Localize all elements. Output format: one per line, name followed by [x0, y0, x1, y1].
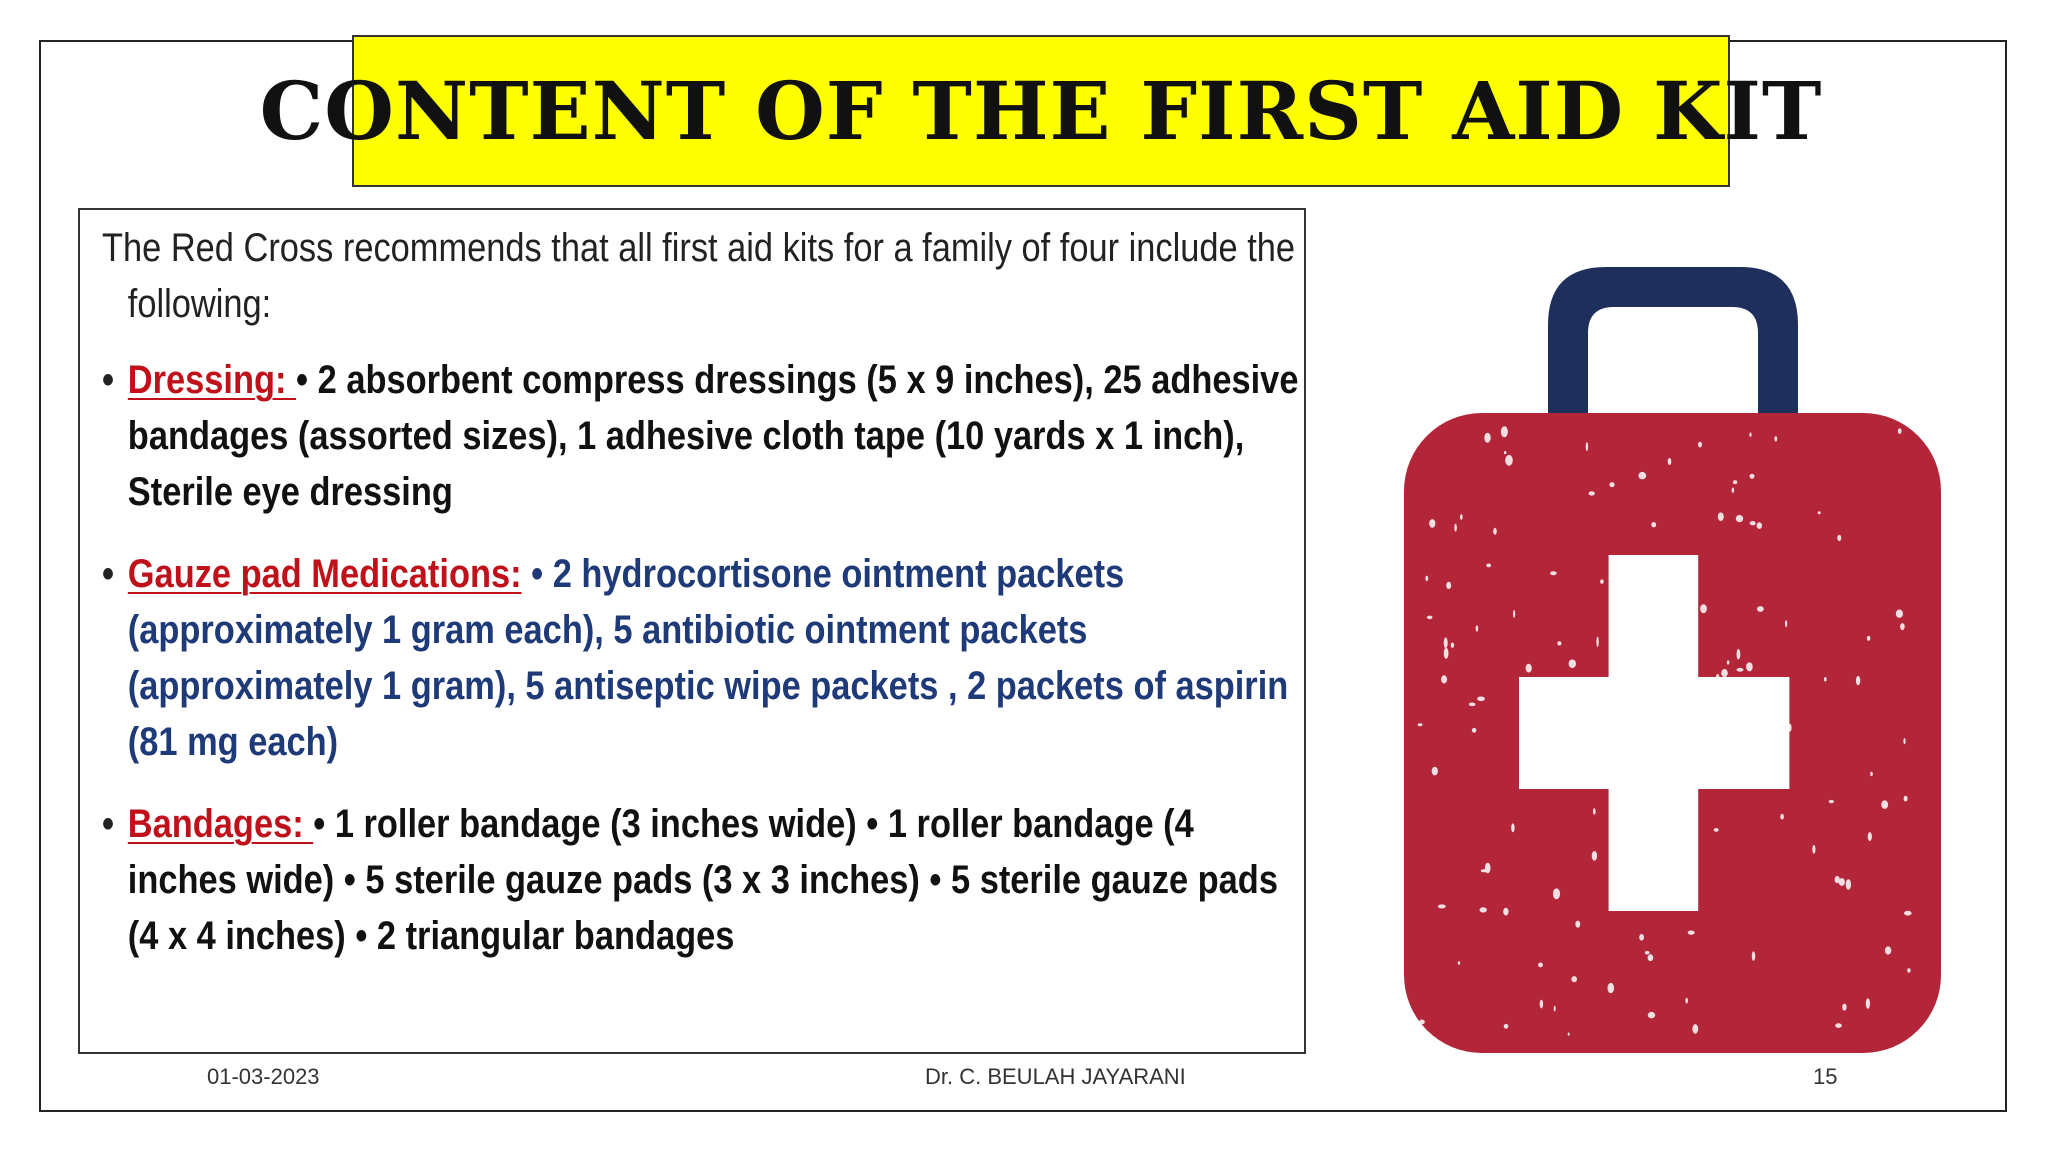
speckle — [1648, 1012, 1655, 1018]
speckle — [1593, 808, 1596, 815]
speckle — [1485, 863, 1491, 874]
speckle — [1839, 878, 1845, 886]
speckle — [1867, 636, 1870, 641]
speckle — [1568, 1033, 1570, 1036]
speckle — [1651, 522, 1656, 527]
speckle — [1505, 455, 1513, 466]
speckle — [1903, 738, 1905, 744]
speckle — [1477, 697, 1485, 702]
speckle — [1750, 474, 1755, 479]
bullet-dressing — [102, 352, 1309, 520]
speckle — [1429, 519, 1435, 528]
speckle — [1774, 436, 1777, 442]
footer-author: Dr. C. BEULAH JAYARANI — [925, 1064, 1186, 1089]
title-banner — [259, 35, 1823, 187]
speckle — [1418, 723, 1423, 726]
speckle — [1501, 426, 1508, 437]
bullet-label: Dressing: — [127, 358, 297, 402]
speckle — [1557, 641, 1561, 645]
speckle — [1746, 662, 1753, 671]
speckle — [1600, 579, 1603, 583]
speckle — [1480, 907, 1487, 912]
bullet-bandages — [102, 796, 1309, 964]
speckle — [1900, 623, 1905, 630]
speckle — [1736, 515, 1743, 522]
speckle — [1425, 576, 1428, 582]
footer-date: 01-03-2023 — [207, 1064, 320, 1089]
intro-text: The Red Cross recommends that all first aid kits for a family of four include the following: — [102, 226, 1296, 326]
speckle — [1870, 772, 1873, 776]
speckle — [1645, 951, 1650, 955]
speckle — [1639, 934, 1644, 941]
speckle — [1427, 616, 1433, 620]
speckle — [1469, 703, 1476, 707]
speckle — [1484, 433, 1490, 443]
speckle — [1856, 676, 1860, 685]
speckle — [1818, 511, 1821, 514]
speckle — [1554, 1006, 1556, 1012]
speckle — [1896, 610, 1903, 618]
speckle — [1438, 904, 1446, 908]
speckle — [1460, 514, 1463, 520]
speckle — [1608, 983, 1615, 993]
speckle — [1733, 480, 1737, 484]
speckle — [1589, 491, 1595, 495]
speckle — [1444, 637, 1448, 648]
bullet-list — [102, 352, 1299, 964]
speckle — [1441, 675, 1447, 683]
speckle — [1885, 946, 1891, 954]
speckle — [1842, 1004, 1846, 1011]
speckle — [1907, 968, 1910, 972]
speckle — [1446, 582, 1451, 589]
speckle — [1526, 664, 1532, 673]
speckle — [1714, 828, 1719, 832]
bullet-marker: • — [102, 802, 115, 846]
speckle — [1688, 931, 1695, 935]
speckle — [1866, 998, 1870, 1009]
speckle — [1511, 823, 1514, 832]
speckle — [1692, 1024, 1698, 1034]
speckle — [1444, 648, 1449, 659]
speckle — [1718, 512, 1724, 521]
speckle — [1904, 911, 1912, 916]
bullet-text: • 2 absorbent compress dressings (5 x 9 inches), 25 adhesive bandages (assorted sizes), 1 adhesive cloth tape (10 yards x 1 inch), Sterile eye dressing — [127, 358, 1299, 514]
speckle — [1569, 659, 1576, 668]
speckle — [1904, 796, 1908, 802]
kit-handle — [1548, 267, 1798, 415]
speckle — [1727, 660, 1730, 664]
speckle — [1732, 488, 1735, 493]
speckle — [1868, 832, 1872, 841]
speckle — [1458, 961, 1460, 965]
speckle — [1503, 908, 1508, 916]
speckle — [1638, 472, 1646, 479]
speckle — [1752, 951, 1755, 961]
speckle — [1780, 814, 1784, 820]
speckle — [1419, 1020, 1425, 1025]
speckle — [1737, 668, 1744, 672]
speckle — [1575, 921, 1580, 928]
speckle — [1432, 767, 1438, 776]
bullet-marker: • — [102, 552, 115, 596]
page-number: 15 — [1813, 1064, 1838, 1089]
speckle — [1668, 458, 1672, 465]
speckle — [1685, 998, 1688, 1004]
speckle — [1737, 649, 1741, 660]
speckle — [1472, 728, 1477, 733]
bullet-label: Bandages: — [127, 802, 314, 846]
first-aid-kit-icon — [1400, 255, 1945, 1055]
speckle — [1476, 625, 1479, 631]
speckle — [1648, 954, 1654, 961]
speckle — [1829, 800, 1834, 803]
speckle — [1592, 851, 1597, 861]
speckle — [1586, 442, 1588, 451]
speckle — [1824, 677, 1827, 682]
speckle — [1757, 522, 1762, 529]
speckle — [1750, 521, 1756, 525]
speckle — [1700, 604, 1707, 613]
speckle — [1553, 888, 1560, 899]
speckle — [1540, 1000, 1543, 1009]
speckle — [1898, 428, 1902, 434]
page-title: CONTENT OF THE FIRST AID KIT — [259, 64, 1823, 158]
speckle — [1837, 535, 1841, 541]
content-box — [78, 208, 1306, 1054]
speckle — [1504, 1024, 1509, 1029]
bullet-marker: • — [102, 358, 115, 402]
speckle — [1571, 976, 1577, 982]
bullet-text: • 2 hydrocortisone ointment packets (approximately 1 gram each), 5 antibiotic ointment packets (approximately 1 gram), 5 antiseptic wipe packets , 2 packets of aspirin (81 mg each) — [127, 552, 1289, 764]
speckle — [1454, 524, 1457, 532]
bullet-label: Gauze pad Medications: — [127, 552, 522, 596]
speckle — [1513, 610, 1515, 618]
speckle — [1757, 606, 1764, 612]
speckle — [1698, 442, 1702, 448]
speckle — [1504, 451, 1506, 454]
speckle — [1835, 1023, 1842, 1028]
speckle — [1451, 643, 1454, 648]
speckle — [1609, 482, 1614, 487]
speckle — [1493, 528, 1497, 535]
bullet-text: • 1 roller bandage (3 inches wide) • 1 roller bandage (4 inches wide) • 5 sterile gauze pads (3 x 3 inches) • 5 sterile gauze pads (4 x 4 inches) • 2 triangular bandages — [127, 802, 1278, 958]
speckle — [1538, 963, 1543, 968]
speckle — [1486, 564, 1491, 568]
speckle — [1749, 433, 1751, 437]
speckle — [1785, 620, 1787, 627]
speckle — [1881, 800, 1888, 809]
speckle — [1812, 845, 1815, 854]
speckle — [1846, 879, 1851, 889]
speckle — [1721, 669, 1728, 677]
speckle — [1596, 637, 1598, 647]
speckle — [1550, 571, 1556, 575]
bullet-gauze-medications — [102, 546, 1309, 770]
